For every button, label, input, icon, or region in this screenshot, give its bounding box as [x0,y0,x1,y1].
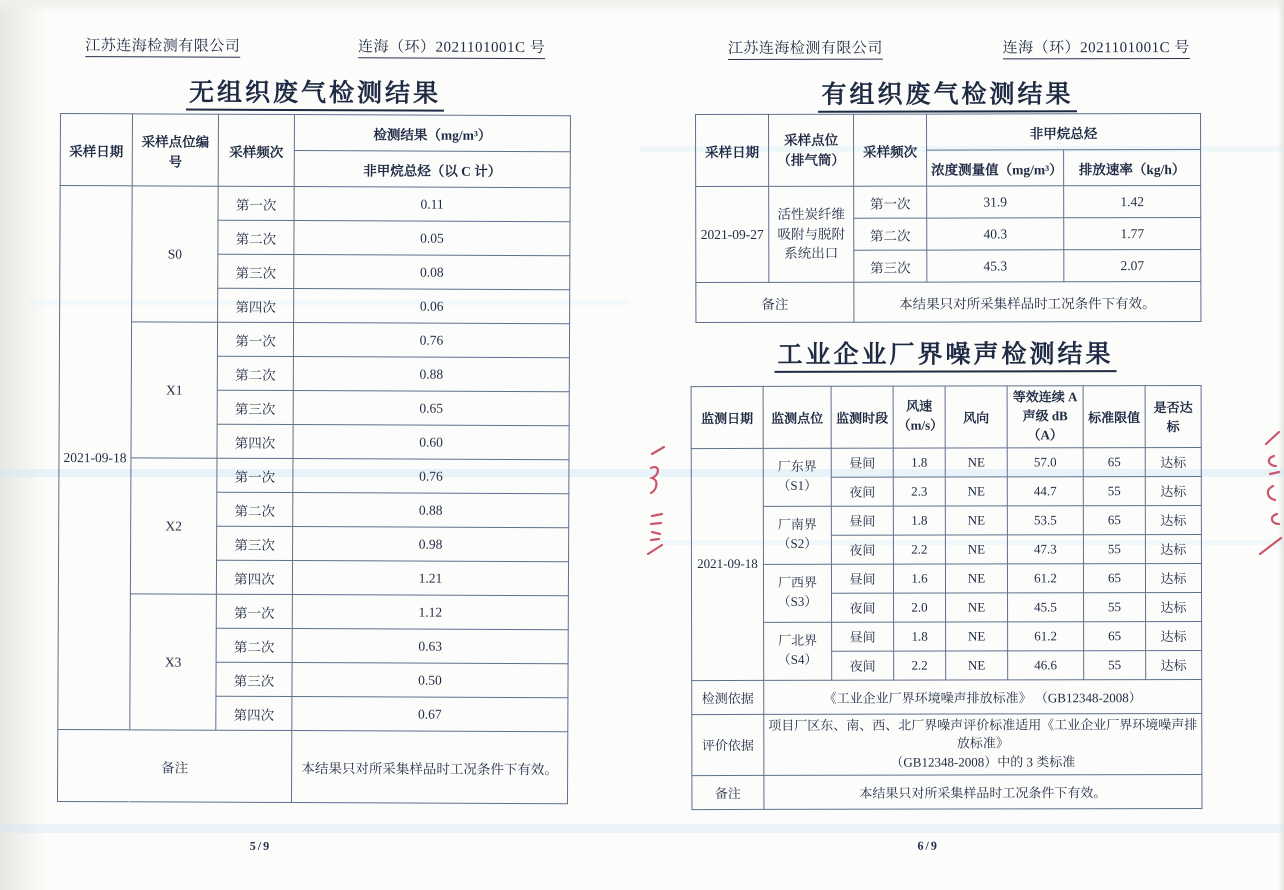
conc-cell: 31.9 [927,186,1064,218]
point-cell: 厂南界 （S2） [763,506,831,564]
left-page-title: 无组织废气检测结果 [60,72,570,110]
header-row [696,113,1201,150]
rate-cell: 1.77 [1064,217,1201,249]
basis-text-cell: 《工业企业厂界环境噪声排放标准》 （GB12348-2008） [764,679,1202,714]
col-header-monitor-date: 监测日期 [691,386,763,448]
leq-cell: 57.0 [1007,447,1083,476]
col-header-wind-direction: 风向 [945,386,1007,448]
col-header-sample-point: 采样点位编号 [132,114,218,186]
point-cell: X3 [130,594,217,730]
value-cell: 0.63 [292,629,568,664]
value-cell: 0.05 [294,221,570,256]
right-page-title-1: 有组织废气检测结果 [695,74,1200,111]
col-header-sample-freq: 采样频次 [854,114,927,186]
freq-cell: 第二次 [854,218,927,250]
col-header-limit: 标准限值 [1083,386,1145,448]
table-row [691,563,1201,593]
freq-cell: 第一次 [218,186,294,220]
wind-speed-cell: 1.8 [893,506,945,535]
col-header-compliance: 是否达标 [1145,385,1201,447]
freq-cell: 第一次 [217,322,293,356]
report-number: 连海（环）2021101001C 号 [1003,36,1190,59]
value-cell: 0.88 [293,357,569,392]
value-cell: 0.98 [293,527,569,562]
freq-cell: 第一次 [854,186,927,218]
wind-dir-cell: NE [946,621,1008,650]
value-cell: 1.12 [292,595,568,630]
period-cell: 昼间 [831,448,893,477]
remark-label-cell: 备注 [692,775,764,809]
limit-cell: 55 [1084,650,1146,679]
value-cell: 0.76 [293,323,569,358]
col-header-result-sub: 非甲烷总烃（以 C 计） [294,151,570,188]
point-cell: 厂东界 （S1） [763,448,831,506]
wind-dir-cell: NE [945,447,1007,476]
leq-cell: 46.6 [1008,650,1084,679]
col-header-nmhc-group: 非甲烷总烃 [927,113,1201,150]
limit-cell: 55 [1083,476,1145,505]
freq-cell: 第四次 [217,424,293,458]
freq-cell: 第一次 [217,458,293,492]
point-cell: 厂北界 （S4） [764,622,832,680]
wind-speed-cell: 2.3 [893,477,945,506]
wind-speed-cell: 2.2 [894,651,946,680]
freq-cell: 第二次 [218,220,294,254]
period-cell: 昼间 [832,622,894,651]
freq-cell: 第二次 [216,628,292,662]
freq-cell: 第四次 [216,560,292,594]
limit-cell: 65 [1083,505,1145,534]
basis-label-cell: 检测依据 [692,680,764,714]
page-number-left: 5/9 [249,838,272,853]
value-cell: 1.21 [292,561,568,596]
leq-cell: 47.3 [1007,534,1083,563]
freq-cell: 第三次 [217,390,293,424]
freq-cell: 第四次 [216,696,292,730]
value-cell: 0.67 [292,697,568,732]
col-header-sample-point: 采样点位 （排气筒） [769,114,854,186]
status-cell: 达标 [1145,505,1201,534]
point-cell: 活性炭纤维 吸附与脱附 系统出口 [769,186,854,282]
freq-cell: 第一次 [216,594,292,628]
freq-cell: 第三次 [854,250,927,282]
remark-text-cell: 本结果只对所采集样品时工况条件下有效。 [291,731,567,804]
leq-cell: 53.5 [1007,505,1083,534]
limit-cell: 65 [1083,563,1145,592]
point-cell: X1 [131,322,218,458]
organized-gas-table [695,113,1201,323]
wind-dir-cell: NE [945,563,1007,592]
remark-label-cell: 备注 [696,282,854,322]
eval-text-cell: 项目厂区东、南、西、北厂界噪声评价标准适用《工业企业厂界环境噪声排放标准》 （GB12348-2008）中的 3 类标准 [764,713,1202,775]
remark-row [696,281,1201,322]
basis-row [692,679,1202,714]
company-name: 江苏连海检测有限公司 [728,37,883,60]
col-header-emission-rate: 排放速率（kg/h） [1064,149,1201,185]
sample-date-cell: 2021-09-27 [696,186,769,282]
rate-cell: 2.07 [1064,249,1201,281]
noise-table [691,385,1203,810]
freq-cell: 第三次 [216,662,292,696]
report-number: 连海（环）2021101001C 号 [358,35,545,59]
table-row [691,505,1201,535]
status-cell: 达标 [1145,534,1201,563]
table-row [696,185,1201,218]
wind-dir-cell: NE [946,650,1008,679]
status-cell: 达标 [1145,447,1201,476]
col-header-monitor-point: 监测点位 [763,386,831,448]
freq-cell: 第三次 [217,526,293,560]
eval-label-cell: 评价依据 [692,714,764,776]
col-header-sample-date: 采样日期 [60,114,132,186]
limit-cell: 55 [1083,534,1145,563]
status-cell: 达标 [1146,592,1202,621]
limit-cell: 55 [1084,592,1146,621]
col-header-wind-speed: 风速 （m/s） [893,386,945,448]
wind-speed-cell: 2.0 [894,593,946,622]
point-cell: X2 [130,458,217,594]
sample-date-cell: 2021-09-18 [58,186,132,730]
period-cell: 夜间 [831,477,893,506]
wind-speed-cell: 2.2 [893,535,945,564]
table-row [691,447,1201,477]
leq-cell: 61.2 [1008,621,1084,650]
value-cell: 0.06 [294,289,570,324]
page-number-right: 6/9 [917,838,939,853]
value-cell: 0.65 [293,391,569,426]
col-header-monitor-period: 监测时段 [831,386,893,448]
col-header-leq: 等效连续 A 声级 dB（A） [1007,386,1083,448]
status-cell: 达标 [1145,563,1201,592]
freq-cell: 第二次 [217,492,293,526]
limit-cell: 65 [1083,447,1145,476]
freq-cell: 第四次 [218,288,294,322]
company-name: 江苏连海检测有限公司 [85,34,240,58]
remark-label-cell: 备注 [57,729,291,802]
period-cell: 昼间 [831,506,893,535]
leq-cell: 44.7 [1007,476,1083,505]
limit-cell: 65 [1084,621,1146,650]
point-cell: S0 [132,186,219,322]
conc-cell: 40.3 [927,218,1064,250]
eval-row [692,713,1202,776]
wind-dir-cell: NE [946,592,1008,621]
col-header-result: 检测结果（mg/m³） [294,115,570,152]
period-cell: 夜间 [831,535,893,564]
status-cell: 达标 [1146,650,1202,679]
freq-cell: 第三次 [218,254,294,288]
remark-row [692,775,1202,810]
right-page-header [728,36,1190,60]
wind-dir-cell: NE [945,534,1007,563]
wind-dir-cell: NE [945,476,1007,505]
remark-text-cell: 本结果只对所采集样品时工况条件下有效。 [764,775,1202,810]
wind-dir-cell: NE [945,505,1007,534]
col-header-sample-freq: 采样频次 [218,114,294,186]
col-header-sample-date: 采样日期 [696,114,769,186]
value-cell: 0.50 [292,663,568,698]
header-row [691,385,1201,448]
wind-speed-cell: 1.8 [894,622,946,651]
period-cell: 夜间 [832,593,894,622]
point-cell: 厂西界 （S3） [763,564,831,622]
value-cell: 0.76 [293,459,569,494]
freq-cell: 第二次 [217,356,293,390]
remark-text-cell: 本结果只对所采集样品时工况条件下有效。 [854,281,1201,322]
value-cell: 0.11 [294,187,570,222]
leq-cell: 61.2 [1007,563,1083,592]
value-cell: 0.60 [293,425,569,460]
monitor-date-cell: 2021-09-18 [691,448,763,680]
right-page-title-2: 工业企业厂界噪声检测结果 [690,334,1200,371]
leq-cell: 45.5 [1008,592,1084,621]
period-cell: 夜间 [832,651,894,680]
value-cell: 0.08 [294,255,570,290]
status-cell: 达标 [1145,476,1201,505]
wind-speed-cell: 1.8 [893,448,945,477]
period-cell: 昼间 [831,564,893,593]
conc-cell: 45.3 [927,250,1064,282]
wind-speed-cell: 1.6 [893,564,945,593]
rate-cell: 1.42 [1064,185,1201,217]
table-row [692,621,1202,651]
col-header-concentration: 浓度测量值（mg/m³） [927,150,1064,186]
status-cell: 达标 [1146,621,1202,650]
value-cell: 0.88 [293,493,569,528]
